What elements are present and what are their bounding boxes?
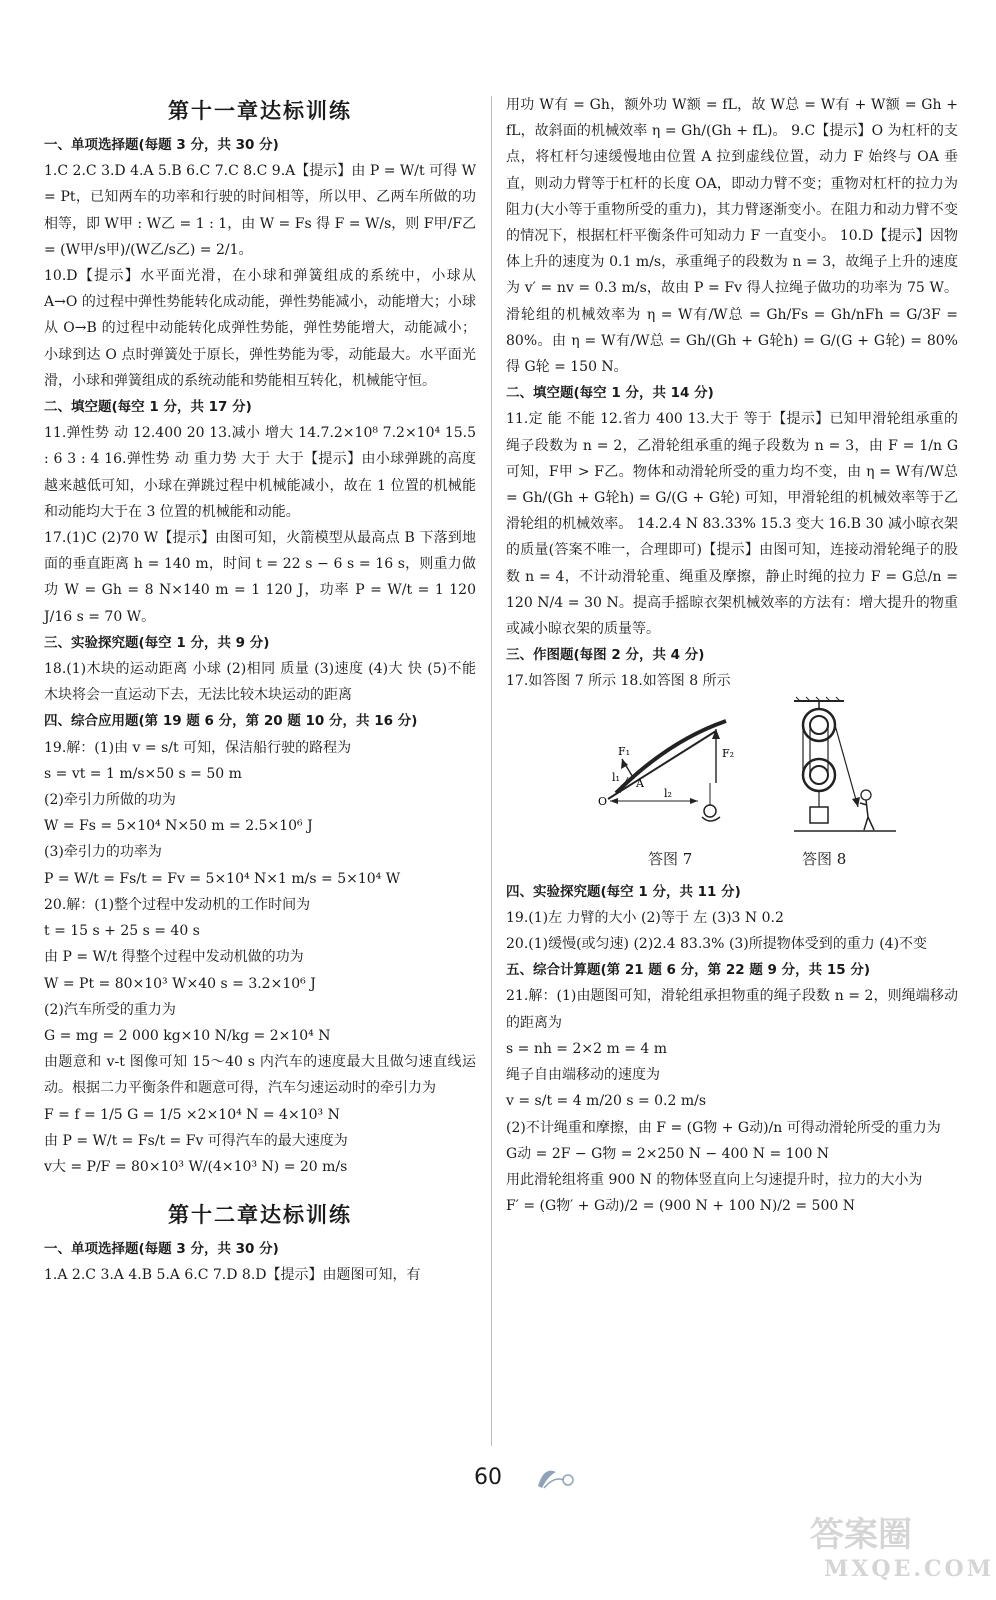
solution-line: W = Pt = 80×10³ W×40 s = 3.2×10⁶ J <box>44 975 316 992</box>
solution-line: G = mg = 2 000 kg×10 N/kg = 2×10⁴ N <box>44 1027 331 1044</box>
solution-line: 20.解：(1)整个过程中发动机的工作时间为 <box>44 896 311 913</box>
section-heading: 五、综合计算题(第 21 题 6 分，第 22 题 9 分，共 15 分) <box>506 962 870 979</box>
solution-line: 由 P = W/t = Fs/t = Fv 可得汽车的最大速度为 <box>44 1132 348 1149</box>
answer-paragraph: 1.A 2.C 3.A 4.B 5.A 6.C 7.D 8.D【提示】由题图可知，有 <box>44 1267 421 1284</box>
lever-diagram <box>598 701 758 841</box>
point-a-label: A <box>636 776 644 790</box>
right-column <box>506 92 958 1219</box>
chapter-12-title: 第十二章达标训练 <box>168 1202 352 1228</box>
solution-line: (2)汽车所受的重力为 <box>44 1001 176 1018</box>
solution-line: v大 = P/F = 80×10³ W/(4×10³ N) = 20 m/s <box>44 1158 348 1175</box>
solution-line: 21.解：(1)由题图可知，滑轮组承担物重的绳子段数 n = 2，则绳端移动的距离为 <box>506 988 958 1031</box>
answer-paragraph: 11.定 能 不能 12.省力 400 13.大于 等于【提示】已知甲滑轮组承重的绳子段数为 n = 2，乙滑轮组承重的绳子段数为 n = 3，由 F = 1/n G 可知，F甲 > F乙。物体和动滑轮所受的重力均不变，由 η = W有/W总 = Gh/(Gh + G轮h) = G/(G + G轮) 可知，甲滑轮组的机械效率等于乙滑轮组的机械效率。 14.2.4 N 83.33% 15.3 变大 16.B 30 减小晾衣架的质量(答案不唯一，合理即可)【提示】由图可知，连接动滑轮绳子的股数 n = 4，不计动滑轮重、绳重及摩擦，静止时绳的拉力 F = G总/n = 120 N/4 = 30 N。提高手摇晾衣架机械效率的方法有：增大提升的物重或减小晾衣架的质量等。 <box>506 411 958 638</box>
solution-line: 用此滑轮组将重 900 N 的物体竖直向上匀速提升时，拉力的大小为 <box>506 1171 923 1188</box>
answer-paragraph: 17.(1)C (2)70 W【提示】由图可知，火箭模型从最高点 B 下落到地面的垂直距离 h = 140 m，时间 t = 22 s − 6 s = 16 s，则重力做功 W = Gh = 8 N×140 m = 1 120 J，功率 P = W/t = 1 120 J/16 s = 70 W。 <box>44 530 476 625</box>
answer-paragraph: 1.C 2.C 3.D 4.A 5.B 6.C 7.C 8.C 9.A【提示】由 P = W/t 可得 W = Pt，已知两车的功率和行驶的时间相等，所以甲、乙两车所做的功相等，即 W甲 : W乙 = 1 : 1，由 W = Fs 得 F = W/s，则 F甲/F乙 = (W甲/s甲)/(W乙/s乙) = 2/1。 <box>44 163 476 258</box>
solution-line: v = s/t = 4 m/20 s = 0.2 m/s <box>506 1093 707 1110</box>
section-heading: 二、填空题(每空 1 分，共 14 分) <box>506 385 714 402</box>
answer-paragraph: 用功 W有 = Gh，额外功 W额 = fL，故 W总 = W有 + W额 = Gh + fL，故斜面的机械效率 η = Gh/(Gh + fL)。 9.C【提示】O 为杠杆的支点，将杠杆匀速缓慢地由位置 A 拉到虚线位置，动力 F 始终与 OA 垂直，则动力臂等于杠杆的长度 OA，即动力臂不变；重物对杠杆的拉力为阻力(大小等于重物所受的重力)，其力臂逐渐变小。在阻力和动力臂不变的情况下，根据杠杆平衡条件可知动力 F 一直变小。 10.D【提示】因物体上升的速度为 0.1 m/s，承重绳子的段数为 n = 3，故绳子上升的速度为 v′ = nv = 0.3 m/s，故由 P = Fv 得人拉绳子做功的功率为 75 W。滑轮组的机械效率为 η = W有/W总 = Gh/Fs = Gh/nFh = G/3F = 80%。由 η = W有/W总 = Gh/(Gh + G轮h) = G/(G + G轮) = 80% 得 G轮 = 150 N。 <box>506 97 958 376</box>
solution-line: s = vt = 1 m/s×50 s = 50 m <box>44 765 242 782</box>
solution-line: 绳子自由端移动的速度为 <box>506 1067 660 1084</box>
answer-paragraph: 11.弹性势 动 12.400 20 13.减小 增大 14.7.2×10⁸ 7.2×10⁴ 15.5 : 6 3 : 4 16.弹性势 动 重力势 大于 大于【提示】由小球弹跳的高度越来越低可知，小球在弹跳过程中机械能减小，故在 1 位置的机械能和动能均大于在 3 位置的机械能和动能。 <box>44 425 476 520</box>
solution-line: 19.解：(1)由 v = s/t 可知，保洁船行驶的路程为 <box>44 739 352 756</box>
answer-paragraph: 10.D【提示】水平面光滑，在小球和弹簧组成的系统中，小球从 A→O 的过程中弹性势能转化成动能，弹性势能减小，动能增大；小球从 O→B 的过程中动能转化成弹性势能，弹性势能增大，动能减小；小球到达 O 点时弹簧处于原长，弹性势能为零，动能最大。水平面光滑，小球和弹簧组成的系统动能和势能相互转化，机械能守恒。 <box>44 268 476 389</box>
f1-label: F₁ <box>618 744 631 758</box>
left-column <box>44 92 476 1289</box>
section-heading: 四、实验探究题(每空 1 分，共 11 分) <box>506 883 741 900</box>
watermark-logo-icon <box>804 1504 995 1584</box>
section-heading: 二、填空题(每空 1 分，共 17 分) <box>44 399 252 416</box>
figure-8-caption: 答图 8 <box>802 850 847 869</box>
answer-figure-7 <box>598 701 758 871</box>
column-divider <box>491 96 492 1446</box>
section-heading: 三、作图题(每图 2 分，共 4 分) <box>506 647 705 664</box>
watermark <box>804 1504 995 1584</box>
solution-line: F′ = (G物′ + G动)/2 = (900 N + 100 N)/2 = 500 N <box>506 1198 855 1215</box>
section-heading: 一、单项选择题(每题 3 分，共 30 分) <box>44 137 279 153</box>
solution-line: G动 = 2F − G物 = 2×250 N − 400 N = 100 N <box>506 1145 830 1162</box>
chapter-11-title: 第十一章达标训练 <box>168 98 352 123</box>
solution-line: (2)不计绳重和摩擦，由 F = (G物 + G动)/n 可得动滑轮所受的重力为 <box>506 1119 941 1136</box>
figure-row <box>506 701 958 871</box>
answer-paragraph: 19.(1)左 力臂的大小 (2)等于 左 (3)3 N 0.2 <box>506 909 784 926</box>
solution-line: s = nh = 2×2 m = 4 m <box>506 1040 668 1057</box>
l2-label: l₂ <box>664 786 672 800</box>
solution-line: P = W/t = Fs/t = Fv = 5×10⁴ N×1 m/s = 5×10⁴ W <box>44 870 401 887</box>
answer-figure-8 <box>786 695 906 871</box>
answer-paragraph: 20.(1)缓慢(或匀速) (2)2.4 83.3% (3)所提物体受到的重力 (4)不变 <box>506 936 928 953</box>
section-heading: 三、实验探究题(每空 1 分，共 9 分) <box>44 634 270 651</box>
page-number: 60 <box>474 1465 502 1490</box>
l1-label: l₁ <box>612 770 620 784</box>
figure-7-caption: 答图 7 <box>648 850 693 869</box>
section-heading: 一、单项选择题(每题 3 分，共 30 分) <box>44 1241 279 1258</box>
solution-line: F = f = 1/5 G = 1/5 ×2×10⁴ N = 4×10³ N <box>44 1106 340 1123</box>
answer-paragraph: 17.如答图 7 所示 18.如答图 8 所示 <box>506 673 731 690</box>
f2-label: F₂ <box>722 746 735 760</box>
solution-line: W = Fs = 5×10⁴ N×50 m = 2.5×10⁶ J <box>44 818 313 835</box>
point-o-label: O <box>598 794 608 808</box>
pulley-diagram <box>786 695 906 845</box>
section-heading: 四、综合应用题(第 19 题 6 分，第 20 题 10 分，共 16 分) <box>44 713 418 730</box>
solution-line: (2)牵引力所做的功为 <box>44 792 176 809</box>
solution-line: 由题意和 v-t 图像可知 15～40 s 内汽车的速度最大且做匀速直线运动。根据二力平衡条件和题意可得，汽车匀速运动时的牵引力为 <box>44 1054 476 1097</box>
watermark-site: MXQE.COM <box>824 1556 995 1582</box>
answer-paragraph: 18.(1)木块的运动距离 小球 (2)相同 质量 (3)速度 (4)大 快 (5)不能 木块将会一直运动下去，无法比较木块运动的距离 <box>44 661 476 704</box>
watermark-text: 答案圈 <box>810 1515 912 1555</box>
solution-line: t = 15 s + 25 s = 40 s <box>44 923 200 940</box>
solution-line: 由 P = W/t 得整个过程中发动机做的功为 <box>44 949 304 966</box>
solution-line: (3)牵引力的功率为 <box>44 844 162 861</box>
leaf-ornament-icon <box>534 1462 578 1492</box>
